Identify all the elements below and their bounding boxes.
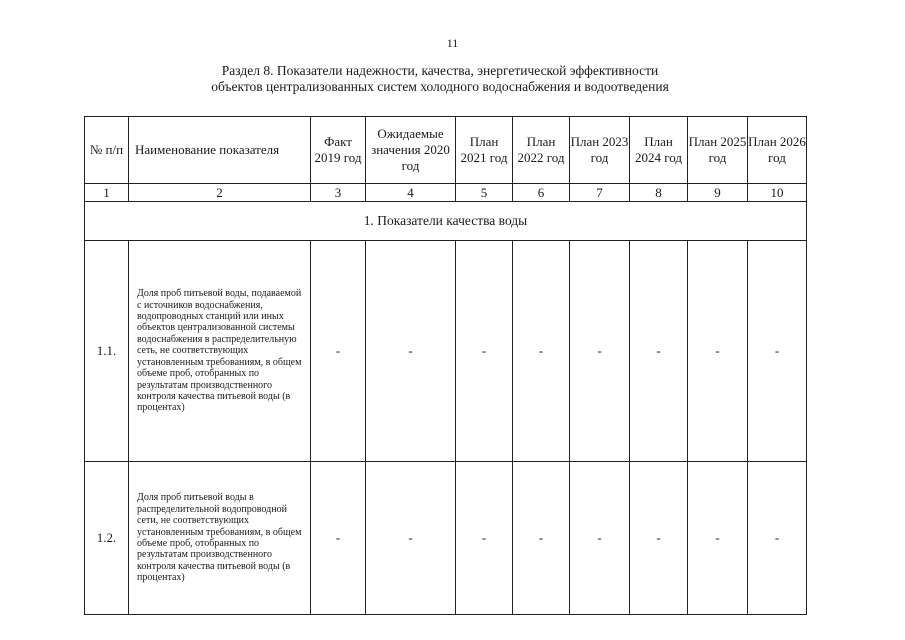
section-row (85, 202, 807, 241)
header-plan-2024: План 2024 год (630, 117, 688, 184)
value-cell: - (570, 462, 630, 615)
header-plan-2022: План 2022 год (513, 117, 570, 184)
value-cell: - (513, 462, 570, 615)
value-cell: - (630, 241, 688, 462)
table-row (85, 462, 807, 615)
value-cell: - (688, 462, 748, 615)
indicator-name: Доля проб питьевой воды в распределительной водопроводной сети, не соответствующих установленным требованиям, в общем объеме проб, отобранных по результатам производственного контроля качества питьевой воды (в процентах) (129, 462, 311, 615)
header-plan-2021: План 2021 год (456, 117, 513, 184)
header-plan-2026: План 2026 год (748, 117, 807, 184)
value-cell: - (311, 462, 366, 615)
header-fact-2019: Факт 2019 год (311, 117, 366, 184)
value-cell: - (366, 241, 456, 462)
value-cell: - (748, 462, 807, 615)
header-expected-2020: Ожидаемые значения 2020 год (366, 117, 456, 184)
row-number: 1.2. (85, 462, 129, 615)
value-cell: - (311, 241, 366, 462)
header-plan-2023: План 2023 год (570, 117, 630, 184)
indicator-name: Доля проб питьевой воды, подаваемой с источников водоснабжения, водопроводных станций или иных объектов централизованной системы водоснабжения в распределительную сеть, не соответствующих установленным требованиям, в общем объеме проб, отобранных по результатам производственного контроля качества питьевой воды (в процентах) (129, 241, 311, 462)
header-name: Наименование показателя (129, 117, 311, 184)
value-cell: - (630, 462, 688, 615)
header-plan-2025: План 2025 год (688, 117, 748, 184)
table-row (85, 241, 807, 462)
value-cell: - (688, 241, 748, 462)
title-line-1: Раздел 8. Показатели надежности, качества, энергетической эффективности (221, 63, 659, 78)
column-number: 10 (748, 184, 807, 202)
column-number: 1 (85, 184, 129, 202)
value-cell: - (366, 462, 456, 615)
column-number: 4 (366, 184, 456, 202)
value-cell: - (748, 241, 807, 462)
value-cell: - (513, 241, 570, 462)
column-number: 7 (570, 184, 630, 202)
section-title-block (0, 63, 880, 95)
column-number: 5 (456, 184, 513, 202)
column-number: 3 (311, 184, 366, 202)
title-line-2: объектов централизованных систем холодного водоснабжения и водоотведения (211, 79, 669, 94)
value-cell: - (456, 241, 513, 462)
column-number-row (85, 184, 807, 202)
column-number: 2 (129, 184, 311, 202)
value-cell: - (570, 241, 630, 462)
row-number: 1.1. (85, 241, 129, 462)
header-num: № п/п (85, 117, 129, 184)
page-number: 11 (446, 36, 459, 50)
value-cell: - (456, 462, 513, 615)
column-number: 9 (688, 184, 748, 202)
column-number: 8 (630, 184, 688, 202)
indicators-table (84, 116, 807, 615)
column-number: 6 (513, 184, 570, 202)
section-title: 1. Показатели качества воды (85, 202, 807, 241)
header-row (85, 117, 807, 184)
